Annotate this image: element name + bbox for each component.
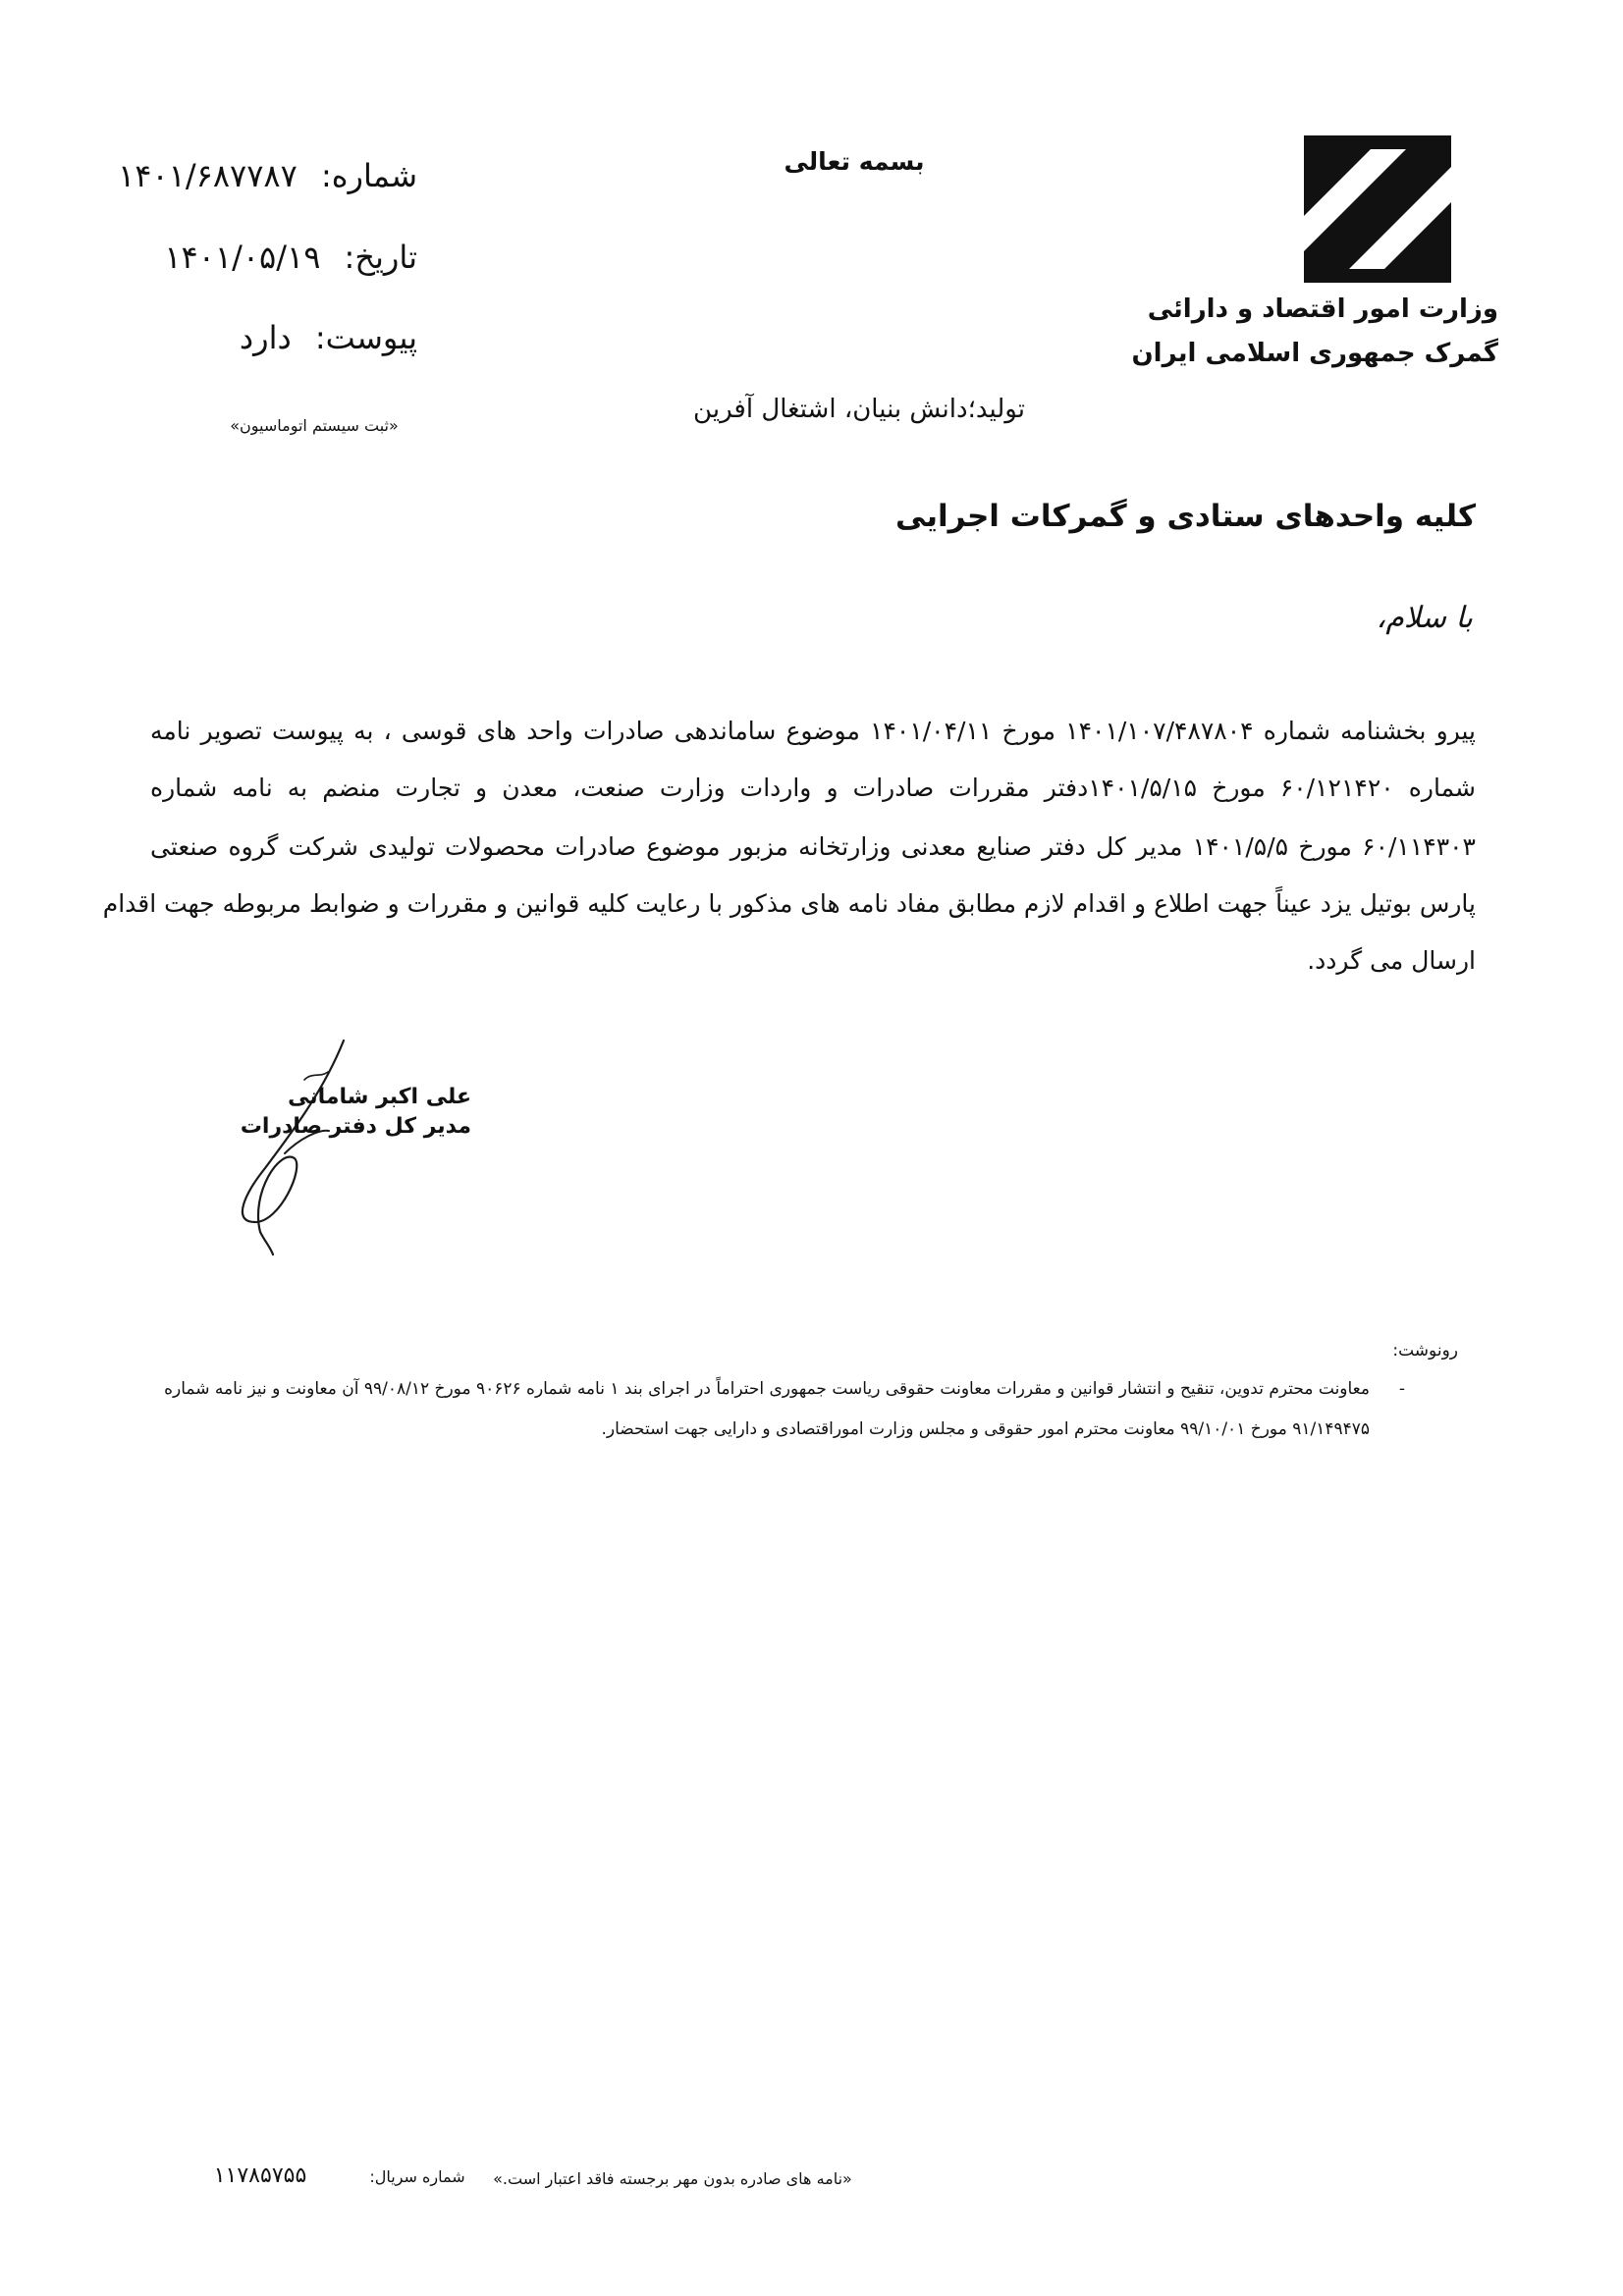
- handwritten-signature-icon: [226, 1021, 412, 1256]
- customs-name: گمرک جمهوری اسلامی ایران: [1131, 339, 1498, 368]
- ministry-name: وزارت امور اقتصاد و دارائی: [1147, 294, 1498, 324]
- body-line: ارسال می گردد.: [1307, 946, 1476, 975]
- serial-label: شماره سریال:: [369, 2167, 465, 2186]
- signer-title: مدیر کل دفتر صادرات: [240, 1114, 471, 1139]
- body-line: پیرو بخشنامه شماره ۱۴۰۱/۱۰۷/۴۸۷۸۰۴ مورخ ۱۴۰۱/۰۴/۱۱ موضوع ساماندهی صادرات واحد های قوسی ، به پیوست تصویر نامه: [150, 717, 1476, 745]
- signer-name: علی اکبر شامانی: [288, 1085, 471, 1109]
- letter-date: [164, 239, 417, 276]
- letter-number-label: شماره:: [320, 157, 417, 194]
- serial-value: ۱۱۷۸۵۷۵۵: [213, 2163, 307, 2188]
- letter-attachment: [240, 319, 417, 356]
- greeting: با سلام،: [1376, 601, 1473, 635]
- recipient: کلیه واحدهای ستادی و گمرکات اجرایی: [895, 499, 1476, 534]
- letter-date-label: تاریخ:: [344, 239, 417, 276]
- letter-number-value: ۱۴۰۱/۶۸۷۷۸۷: [118, 157, 298, 194]
- automation-note: «ثبت سیستم اتوماسیون»: [230, 416, 399, 435]
- letter-attachment-value: دارد: [239, 319, 292, 356]
- letter-attachment-label: پیوست:: [314, 319, 417, 356]
- cc-line: ۹۱/۱۴۹۴۷۵ مورخ ۹۹/۱۰/۰۱ معاونت محترم امور حقوقی و مجلس وزارت اموراقتصادی و دارایی جهت استحضار.: [601, 1419, 1370, 1439]
- body-line: شماره ۶۰/۱۲۱۴۲۰ مورخ ۱۴۰۱/۵/۱۵دفتر مقررات صادرات و واردات وزارت صنعت، معدن و تجارت منضم به نامه شماره: [150, 774, 1476, 802]
- slogan: تولید؛دانش بنیان، اشتغال آفرین: [693, 395, 1025, 424]
- body-line: ۶۰/۱۱۴۳۰۳ مورخ ۱۴۰۱/۵/۵ مدیر کل دفتر صنایع معدنی وزارتخانه مزبور موضوع صادرات محصولات تولیدی شرکت گروه صنعتی: [150, 832, 1476, 861]
- letter-number: [118, 157, 417, 194]
- cc-line: معاونت محترم تدوین، تنقیح و انتشار قوانین و مقررات معاونت حقوقی ریاست جمهوری احتراماً در اجرای بند ۱ نامه شماره ۹۰۶۲۶ مورخ ۹۹/۰۸/۱۲ آن معاونت و نیز نامه شماره: [164, 1379, 1370, 1399]
- cc-label: رونوشت:: [1392, 1341, 1458, 1361]
- body-line: پارس بوتیل یزد عیناً جهت اطلاع و اقدام لازم مطابق مفاد نامه های مذکور با رعایت کلیه قوانین و مقررات و ضوابط مربوطه جهت اقدام: [102, 889, 1476, 918]
- letter-date-value: ۱۴۰۱/۰۵/۱۹: [164, 239, 321, 276]
- footer-validity-note: «نامه های صادره بدون مهر برجسته فاقد اعتبار است.»: [493, 2169, 852, 2188]
- basmala: بسمه تعالی: [784, 147, 925, 176]
- customs-logo-icon: [1304, 135, 1451, 283]
- cc-bullet: -: [1398, 1379, 1405, 1399]
